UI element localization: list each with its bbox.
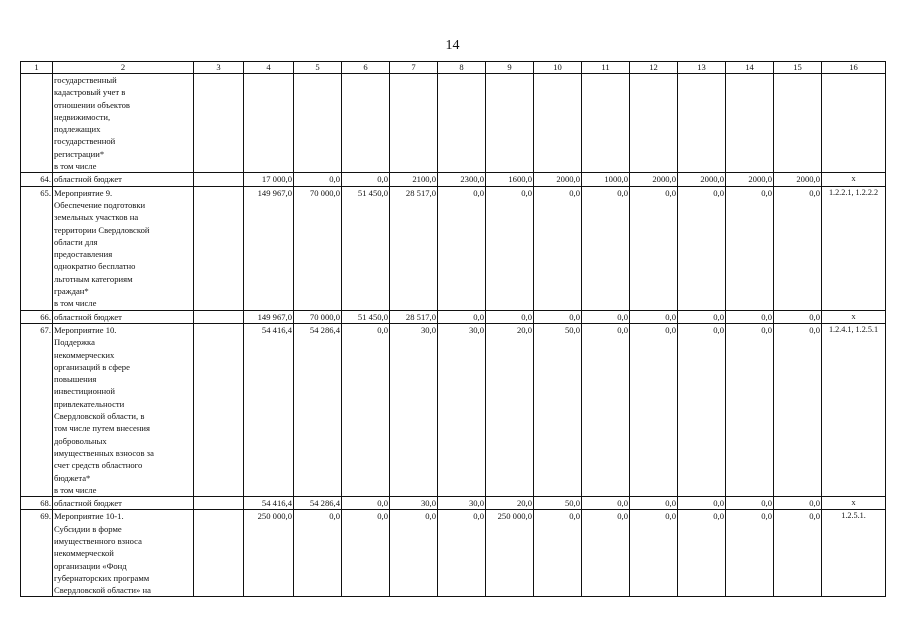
name-line: однократно бесплатно (54, 261, 136, 272)
row-name-cell (53, 323, 194, 496)
column-header: 6 (342, 62, 390, 74)
name-line: добровольных (54, 435, 107, 446)
name-line: областной бюджет (54, 174, 122, 185)
name-line: подлежащих (54, 124, 101, 135)
row-index: 66. (21, 310, 53, 323)
value-cell: 250 000,0 (244, 510, 294, 597)
column-header: 5 (294, 62, 342, 74)
value-cell: 2000,0 (678, 173, 726, 186)
value-cell: 0,0 (342, 497, 390, 510)
value-cell: 0,0 (438, 310, 486, 323)
value-cell: 2000,0 (774, 173, 822, 186)
empty-cell (438, 74, 486, 173)
value-cell: 0,0 (582, 510, 630, 597)
target-indicator-cell: 1.2.4.1, 1.2.5.1 (822, 323, 886, 496)
empty-cell (342, 74, 390, 173)
target-indicator-cell: 1.2.2.1, 1.2.2.2 (822, 186, 886, 310)
empty-cell (390, 74, 438, 173)
name-line: льготным категориям (54, 273, 133, 284)
value-cell: 0,0 (630, 510, 678, 597)
value-cell: 0,0 (774, 497, 822, 510)
column-header: 3 (194, 62, 244, 74)
empty-cell (534, 74, 582, 173)
name-line: области для (54, 236, 98, 247)
value-cell: 0,0 (726, 497, 774, 510)
source-cell (194, 497, 244, 510)
value-cell: 0,0 (774, 186, 822, 310)
value-cell: 0,0 (582, 310, 630, 323)
column-header: 10 (534, 62, 582, 74)
value-cell: 0,0 (726, 323, 774, 496)
value-cell: 0,0 (678, 497, 726, 510)
name-line: имущественного взноса (54, 535, 142, 546)
value-cell: 0,0 (774, 310, 822, 323)
name-line: Мероприятие 10-1. (54, 511, 124, 522)
name-line: имущественных взносов за (54, 447, 154, 458)
source-cell (194, 323, 244, 496)
value-cell: 2000,0 (726, 173, 774, 186)
row-name-cell (53, 310, 194, 323)
name-line: том числе путем внесения (54, 423, 150, 434)
column-header: 15 (774, 62, 822, 74)
row-name-cell (53, 497, 194, 510)
value-cell: 149 967,0 (244, 186, 294, 310)
value-cell: 20,0 (486, 497, 534, 510)
value-cell: 0,0 (582, 323, 630, 496)
empty-cell (244, 74, 294, 173)
value-cell: 0,0 (294, 510, 342, 597)
column-header: 14 (726, 62, 774, 74)
name-line: отношении объектов (54, 99, 130, 110)
value-cell: 0,0 (534, 310, 582, 323)
value-cell: 0,0 (630, 323, 678, 496)
value-cell: 30,0 (390, 497, 438, 510)
value-cell: 54 286,4 (294, 323, 342, 496)
table-row (21, 323, 886, 496)
name-line: в том числе (54, 161, 97, 172)
name-line: земельных участков на (54, 212, 139, 223)
name-line: организации «Фонд (54, 560, 127, 571)
name-line: Свердловской области, в (54, 411, 145, 422)
value-cell: 70 000,0 (294, 186, 342, 310)
value-cell: 20,0 (486, 323, 534, 496)
empty-cell (726, 74, 774, 173)
value-cell: 0,0 (630, 497, 678, 510)
budget-table (20, 61, 886, 597)
name-line: Мероприятие 9. (54, 187, 113, 198)
source-cell (194, 186, 244, 310)
name-line: территории Свердловской (54, 224, 150, 235)
value-cell: 0,0 (582, 186, 630, 310)
empty-cell (678, 74, 726, 173)
value-cell: 28 517,0 (390, 186, 438, 310)
value-cell: 0,0 (726, 186, 774, 310)
value-cell: 0,0 (342, 173, 390, 186)
value-cell: 50,0 (534, 497, 582, 510)
name-line: недвижимости, (54, 111, 111, 122)
value-cell: 250 000,0 (486, 510, 534, 597)
name-line: Мероприятие 10. (54, 324, 117, 335)
source-cell (194, 173, 244, 186)
empty-cell (774, 74, 822, 173)
empty-cell (630, 74, 678, 173)
value-cell: 0,0 (678, 186, 726, 310)
value-cell: 51 450,0 (342, 186, 390, 310)
table-row (21, 510, 886, 597)
row-index: 69. (21, 510, 53, 597)
value-cell: 0,0 (534, 186, 582, 310)
target-indicator-cell: 1.2.5.1. (822, 510, 886, 597)
row-index: 64. (21, 173, 53, 186)
value-cell: 30,0 (438, 497, 486, 510)
name-line: инвестиционной (54, 386, 115, 397)
column-header: 11 (582, 62, 630, 74)
empty-cell (21, 74, 53, 173)
table-row (21, 74, 886, 173)
row-name-cell (53, 74, 194, 173)
value-cell: 28 517,0 (390, 310, 438, 323)
value-cell: 2000,0 (630, 173, 678, 186)
row-name-cell (53, 173, 194, 186)
name-line: Свердловской области» на (54, 585, 151, 596)
value-cell: 0,0 (726, 510, 774, 597)
value-cell: 0,0 (438, 510, 486, 597)
column-header: 16 (822, 62, 886, 74)
column-header: 13 (678, 62, 726, 74)
value-cell: 0,0 (582, 497, 630, 510)
name-line: областной бюджет (54, 311, 122, 322)
name-line: государственный (54, 75, 117, 85)
value-cell: 54 416,4 (244, 323, 294, 496)
value-cell: 0,0 (630, 310, 678, 323)
name-line: повышения (54, 374, 97, 385)
target-indicator-cell: x (822, 173, 886, 186)
value-cell: 2000,0 (534, 173, 582, 186)
column-header: 8 (438, 62, 486, 74)
name-line: Обеспечение подготовки (54, 199, 146, 210)
value-cell: 70 000,0 (294, 310, 342, 323)
table-row (21, 310, 886, 323)
table-row (21, 173, 886, 186)
column-header: 9 (486, 62, 534, 74)
column-header: 1 (21, 62, 53, 74)
name-line: в том числе (54, 484, 97, 495)
value-cell: 1600,0 (486, 173, 534, 186)
value-cell: 0,0 (678, 310, 726, 323)
column-header: 4 (244, 62, 294, 74)
name-line: Субсидии в форме (54, 523, 122, 534)
value-cell: 0,0 (438, 186, 486, 310)
row-name-cell (53, 510, 194, 597)
name-line: кадастровый учет в (54, 87, 126, 98)
name-line: областной бюджет (54, 498, 122, 509)
table-row (21, 497, 886, 510)
name-line: государственной (54, 136, 116, 147)
column-header: 7 (390, 62, 438, 74)
name-line: регистрации* (54, 148, 105, 159)
value-cell: 2100,0 (390, 173, 438, 186)
table-row (21, 186, 886, 310)
name-line: некоммерческой (54, 548, 114, 559)
value-cell: 149 967,0 (244, 310, 294, 323)
name-line: бюджета* (54, 472, 91, 483)
name-line: губернаторских программ (54, 572, 150, 583)
empty-cell (582, 74, 630, 173)
name-line: Поддержка (54, 337, 95, 348)
column-header: 12 (630, 62, 678, 74)
name-line: счет средств областного (54, 460, 143, 471)
value-cell: 30,0 (438, 323, 486, 496)
row-index: 68. (21, 497, 53, 510)
value-cell: 0,0 (678, 510, 726, 597)
empty-cell (486, 74, 534, 173)
empty-cell (822, 74, 886, 173)
target-indicator-cell: x (822, 497, 886, 510)
target-indicator-cell: x (822, 310, 886, 323)
value-cell: 54 286,4 (294, 497, 342, 510)
value-cell: 0,0 (534, 510, 582, 597)
value-cell: 0,0 (630, 186, 678, 310)
value-cell: 0,0 (726, 310, 774, 323)
name-line: некоммерческих (54, 349, 115, 360)
value-cell: 17 000,0 (244, 173, 294, 186)
name-line: организаций в сфере (54, 361, 130, 372)
empty-cell (194, 74, 244, 173)
name-line: предоставления (54, 249, 113, 260)
column-number-header-row (21, 62, 886, 74)
value-cell: 0,0 (390, 510, 438, 597)
value-cell: 0,0 (486, 186, 534, 310)
row-name-cell (53, 186, 194, 310)
value-cell: 0,0 (342, 323, 390, 496)
value-cell: 30,0 (390, 323, 438, 496)
value-cell: 0,0 (342, 510, 390, 597)
name-line: в том числе (54, 298, 97, 309)
value-cell: 54 416,4 (244, 497, 294, 510)
value-cell: 0,0 (774, 510, 822, 597)
source-cell (194, 310, 244, 323)
value-cell: 0,0 (486, 310, 534, 323)
name-line: граждан* (54, 286, 89, 297)
row-index: 65. (21, 186, 53, 310)
name-line: привлекательности (54, 398, 125, 409)
value-cell: 0,0 (774, 323, 822, 496)
value-cell: 0,0 (678, 323, 726, 496)
value-cell: 1000,0 (582, 173, 630, 186)
empty-cell (294, 74, 342, 173)
page-number: 14 (445, 38, 460, 53)
row-index: 67. (21, 323, 53, 496)
value-cell: 2300,0 (438, 173, 486, 186)
value-cell: 50,0 (534, 323, 582, 496)
value-cell: 0,0 (294, 173, 342, 186)
value-cell: 51 450,0 (342, 310, 390, 323)
table-body (21, 74, 886, 597)
column-header: 2 (53, 62, 194, 74)
source-cell (194, 510, 244, 597)
